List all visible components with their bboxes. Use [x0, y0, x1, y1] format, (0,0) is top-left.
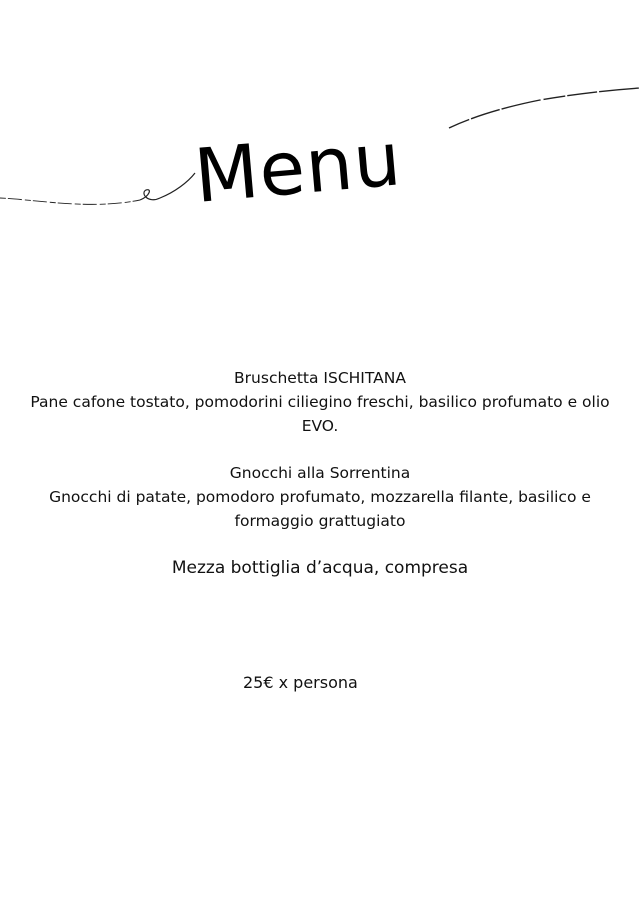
menu-item-gnocchi	[0, 461, 640, 533]
flourish-left-line	[0, 198, 140, 204]
menu-item-description: Gnocchi di patate, pomodoro profumato, mozzarella filante, basilico e formaggio grattugiato	[49, 488, 591, 530]
menu-item-bruschetta	[0, 366, 640, 438]
menu-price: 25€ x persona	[243, 673, 358, 692]
menu-item-name: Bruschetta ISCHITANA	[234, 369, 406, 387]
menu-content	[0, 366, 640, 580]
menu-item-name: Gnocchi alla Sorrentina	[229, 464, 411, 482]
menu-item-description: Pane cafone tostato, pomodorini ciliegino freschi, basilico profumato e olio EVO.	[30, 393, 610, 435]
menu-title: Menu	[191, 116, 405, 220]
flourish-left-loop	[140, 173, 195, 200]
menu-drink-note: Mezza bottiglia d’acqua, compresa	[171, 558, 469, 578]
flourish-right-line	[449, 88, 640, 128]
